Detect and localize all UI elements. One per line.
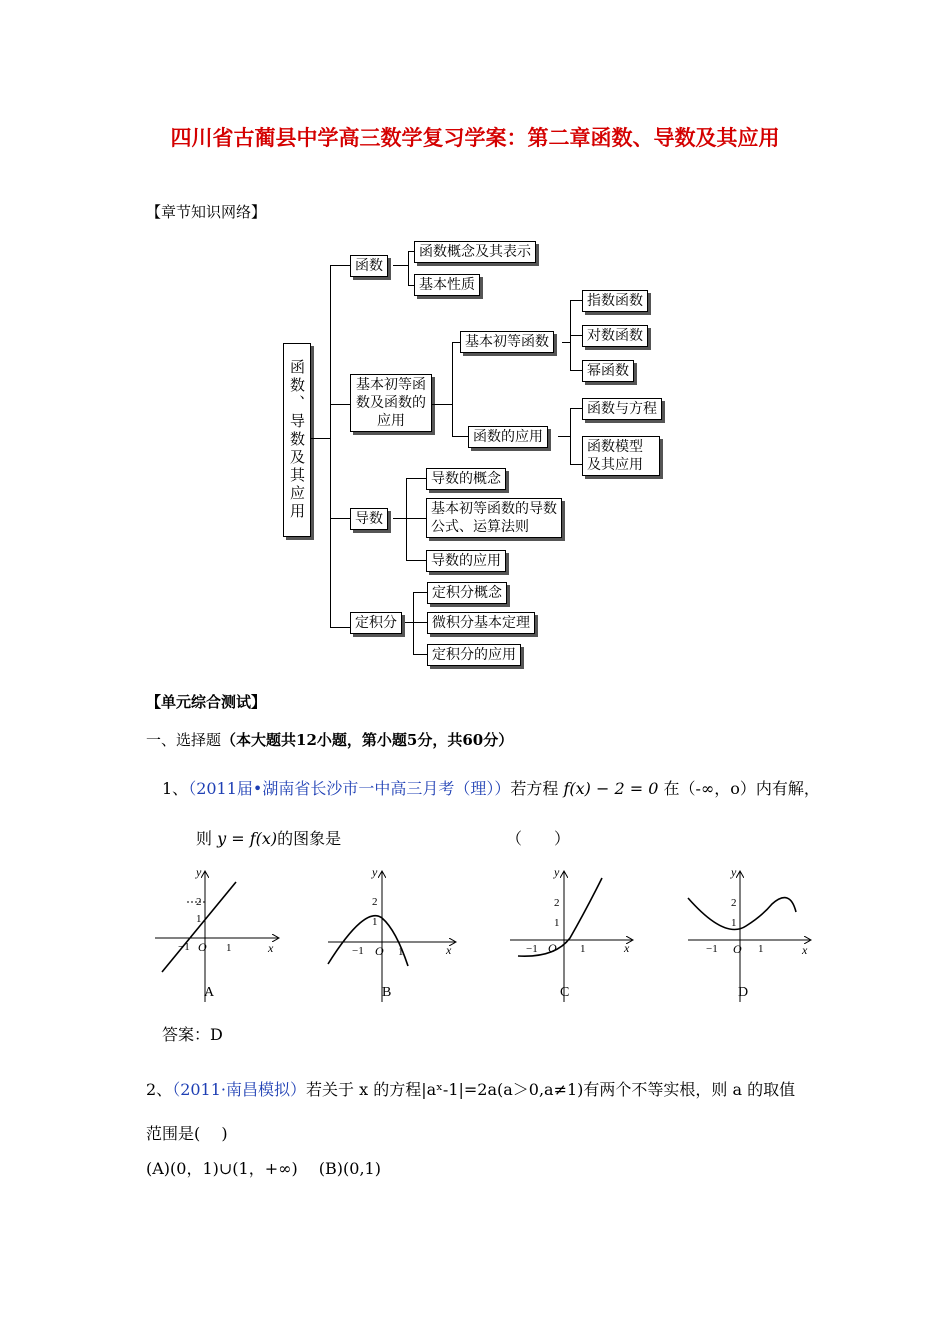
tick-one: 1 xyxy=(196,913,202,925)
tick-neg1: −1 xyxy=(352,945,364,957)
connector xyxy=(570,300,582,301)
q1-text-b: 在（-∞，o）内有解， xyxy=(663,779,820,798)
tick-two: 2 xyxy=(372,896,378,908)
connector xyxy=(413,622,427,623)
connector xyxy=(330,265,350,266)
tick-origin: O xyxy=(198,940,207,954)
tick-origin: O xyxy=(733,942,742,956)
q1-line2-a: 则 xyxy=(196,829,213,848)
part1-prefix: 一、选择题 xyxy=(146,731,222,749)
tick-neg1: −1 xyxy=(706,943,718,955)
connector xyxy=(406,478,407,560)
connector xyxy=(452,436,468,437)
tick-one: 1 xyxy=(226,942,232,954)
node-derivative-applications: 导数的应用 xyxy=(426,550,506,572)
q1-line2-b: 的图象是 xyxy=(277,829,342,848)
part1-detail: （本大题共12小题，第小题5分，共60分） xyxy=(221,731,514,749)
node-function-concept: 函数概念及其表示 xyxy=(414,241,536,263)
tick-origin: O xyxy=(548,941,557,955)
graph-label-a: A xyxy=(204,985,215,1000)
node-exponential-function: 指数函数 xyxy=(582,290,648,312)
page-title: 四川省古蔺县中学高三数学复习学案：第二章函数、导数及其应用 xyxy=(170,126,780,150)
connector xyxy=(570,370,582,371)
connector xyxy=(405,622,413,623)
node-function: 函数 xyxy=(350,255,388,277)
graph-d xyxy=(688,865,810,1002)
question-2 xyxy=(146,1077,795,1100)
section-test-heading: 【单元综合测试】 xyxy=(146,693,267,711)
tick-one: 1 xyxy=(554,917,560,929)
connector xyxy=(570,335,582,336)
node-function-model: 函数模型及其应用 xyxy=(582,436,660,476)
connector xyxy=(406,478,426,479)
node-basic-properties: 基本性质 xyxy=(414,274,480,296)
connector xyxy=(406,560,426,561)
diagram-root: 函数、导数及其应用 xyxy=(283,343,311,537)
connector xyxy=(432,404,452,405)
graph-label-d: D xyxy=(738,985,749,1000)
axis-y: y xyxy=(554,865,560,879)
connector xyxy=(558,436,570,437)
tick-one: 1 xyxy=(758,943,764,955)
connector xyxy=(570,408,571,464)
graph-b xyxy=(328,865,455,1002)
node-integral-applications: 定积分的应用 xyxy=(427,644,521,666)
node-elementary-functions: 基本初等函数及函数的应用 xyxy=(350,374,432,432)
axis-x: x xyxy=(802,943,808,957)
node-function-equation: 函数与方程 xyxy=(582,398,662,420)
q1-source: （2011届•湖南省长沙市一中高三月考（理）） xyxy=(188,779,511,798)
connector xyxy=(413,592,427,593)
axis-x: x xyxy=(446,943,452,957)
tick-two: 2 xyxy=(196,896,202,908)
connector xyxy=(452,342,460,343)
q1-equation: f(x) − 2 = 0 xyxy=(563,779,659,798)
graph-a xyxy=(155,865,278,1002)
q2-source: （2011·南昌模拟） xyxy=(172,1080,306,1099)
node-function-applications: 函数的应用 xyxy=(468,426,548,448)
tick-one: 1 xyxy=(580,943,586,955)
q1-answer-paren: （ ） xyxy=(506,829,571,848)
q1-graphs xyxy=(150,860,820,1010)
axis-y: y xyxy=(372,865,378,879)
connector xyxy=(330,627,350,628)
connector xyxy=(393,518,406,519)
q2-number: 2、 xyxy=(146,1080,173,1099)
q1-equation-2: y = f(x) xyxy=(217,829,278,848)
connector xyxy=(413,592,414,654)
question-1 xyxy=(162,776,820,799)
node-definite-integral: 定积分 xyxy=(350,612,402,634)
tick-one: 1 xyxy=(372,916,378,928)
node-derivative-formulas: 基本初等函数的导数公式、运算法则 xyxy=(426,498,562,538)
connector xyxy=(406,518,426,519)
connector xyxy=(570,408,582,409)
connector xyxy=(330,265,331,627)
node-derivative: 导数 xyxy=(350,508,388,530)
graph-c xyxy=(510,865,632,1002)
q1-answer: 答案：D xyxy=(162,1025,223,1044)
q2-options: (A)(0，1)∪(1，+∞) (B)(0,1) xyxy=(146,1159,381,1178)
axis-x: x xyxy=(624,941,630,955)
axis-y: y xyxy=(731,865,737,879)
section-network-heading: 【章节知识网络】 xyxy=(146,203,267,221)
node-integral-concept: 定积分概念 xyxy=(427,582,507,604)
node-logarithmic-function: 对数函数 xyxy=(582,325,648,347)
connector xyxy=(330,404,350,405)
connector xyxy=(570,464,582,465)
graph-label-c: C xyxy=(560,985,570,1000)
graph-label-b: B xyxy=(382,985,392,1000)
connector xyxy=(452,342,453,436)
tick-neg1: −1 xyxy=(178,941,190,953)
axis-x: x xyxy=(268,941,274,955)
connector xyxy=(562,342,570,343)
tick-neg1: −1 xyxy=(526,943,538,955)
q1-number: 1、 xyxy=(162,779,189,798)
connector xyxy=(310,438,330,439)
part1-heading xyxy=(146,729,513,750)
q2-text: 若关于 x 的方程|aˣ-1|=2a(a＞0,a≠1)有两个不等实根，则 a 的取值 xyxy=(306,1080,796,1099)
node-basic-elementary-functions: 基本初等函数 xyxy=(460,331,554,353)
connector xyxy=(413,654,427,655)
tick-origin: O xyxy=(375,944,384,958)
tick-one: 1 xyxy=(398,946,404,958)
connector xyxy=(408,251,409,285)
node-fundamental-theorem: 微积分基本定理 xyxy=(427,612,535,634)
connector xyxy=(393,265,408,266)
q2-line2: 范围是( ) xyxy=(146,1124,228,1143)
tick-two: 2 xyxy=(731,897,737,909)
node-power-function: 幂函数 xyxy=(582,360,634,382)
tick-two: 2 xyxy=(554,897,560,909)
axis-y: y xyxy=(196,865,202,879)
q1-text-a: 若方程 xyxy=(510,779,559,798)
question-1-line2 xyxy=(196,826,341,849)
node-derivative-concept: 导数的概念 xyxy=(426,468,506,490)
connector xyxy=(330,518,350,519)
tick-one: 1 xyxy=(731,917,737,929)
